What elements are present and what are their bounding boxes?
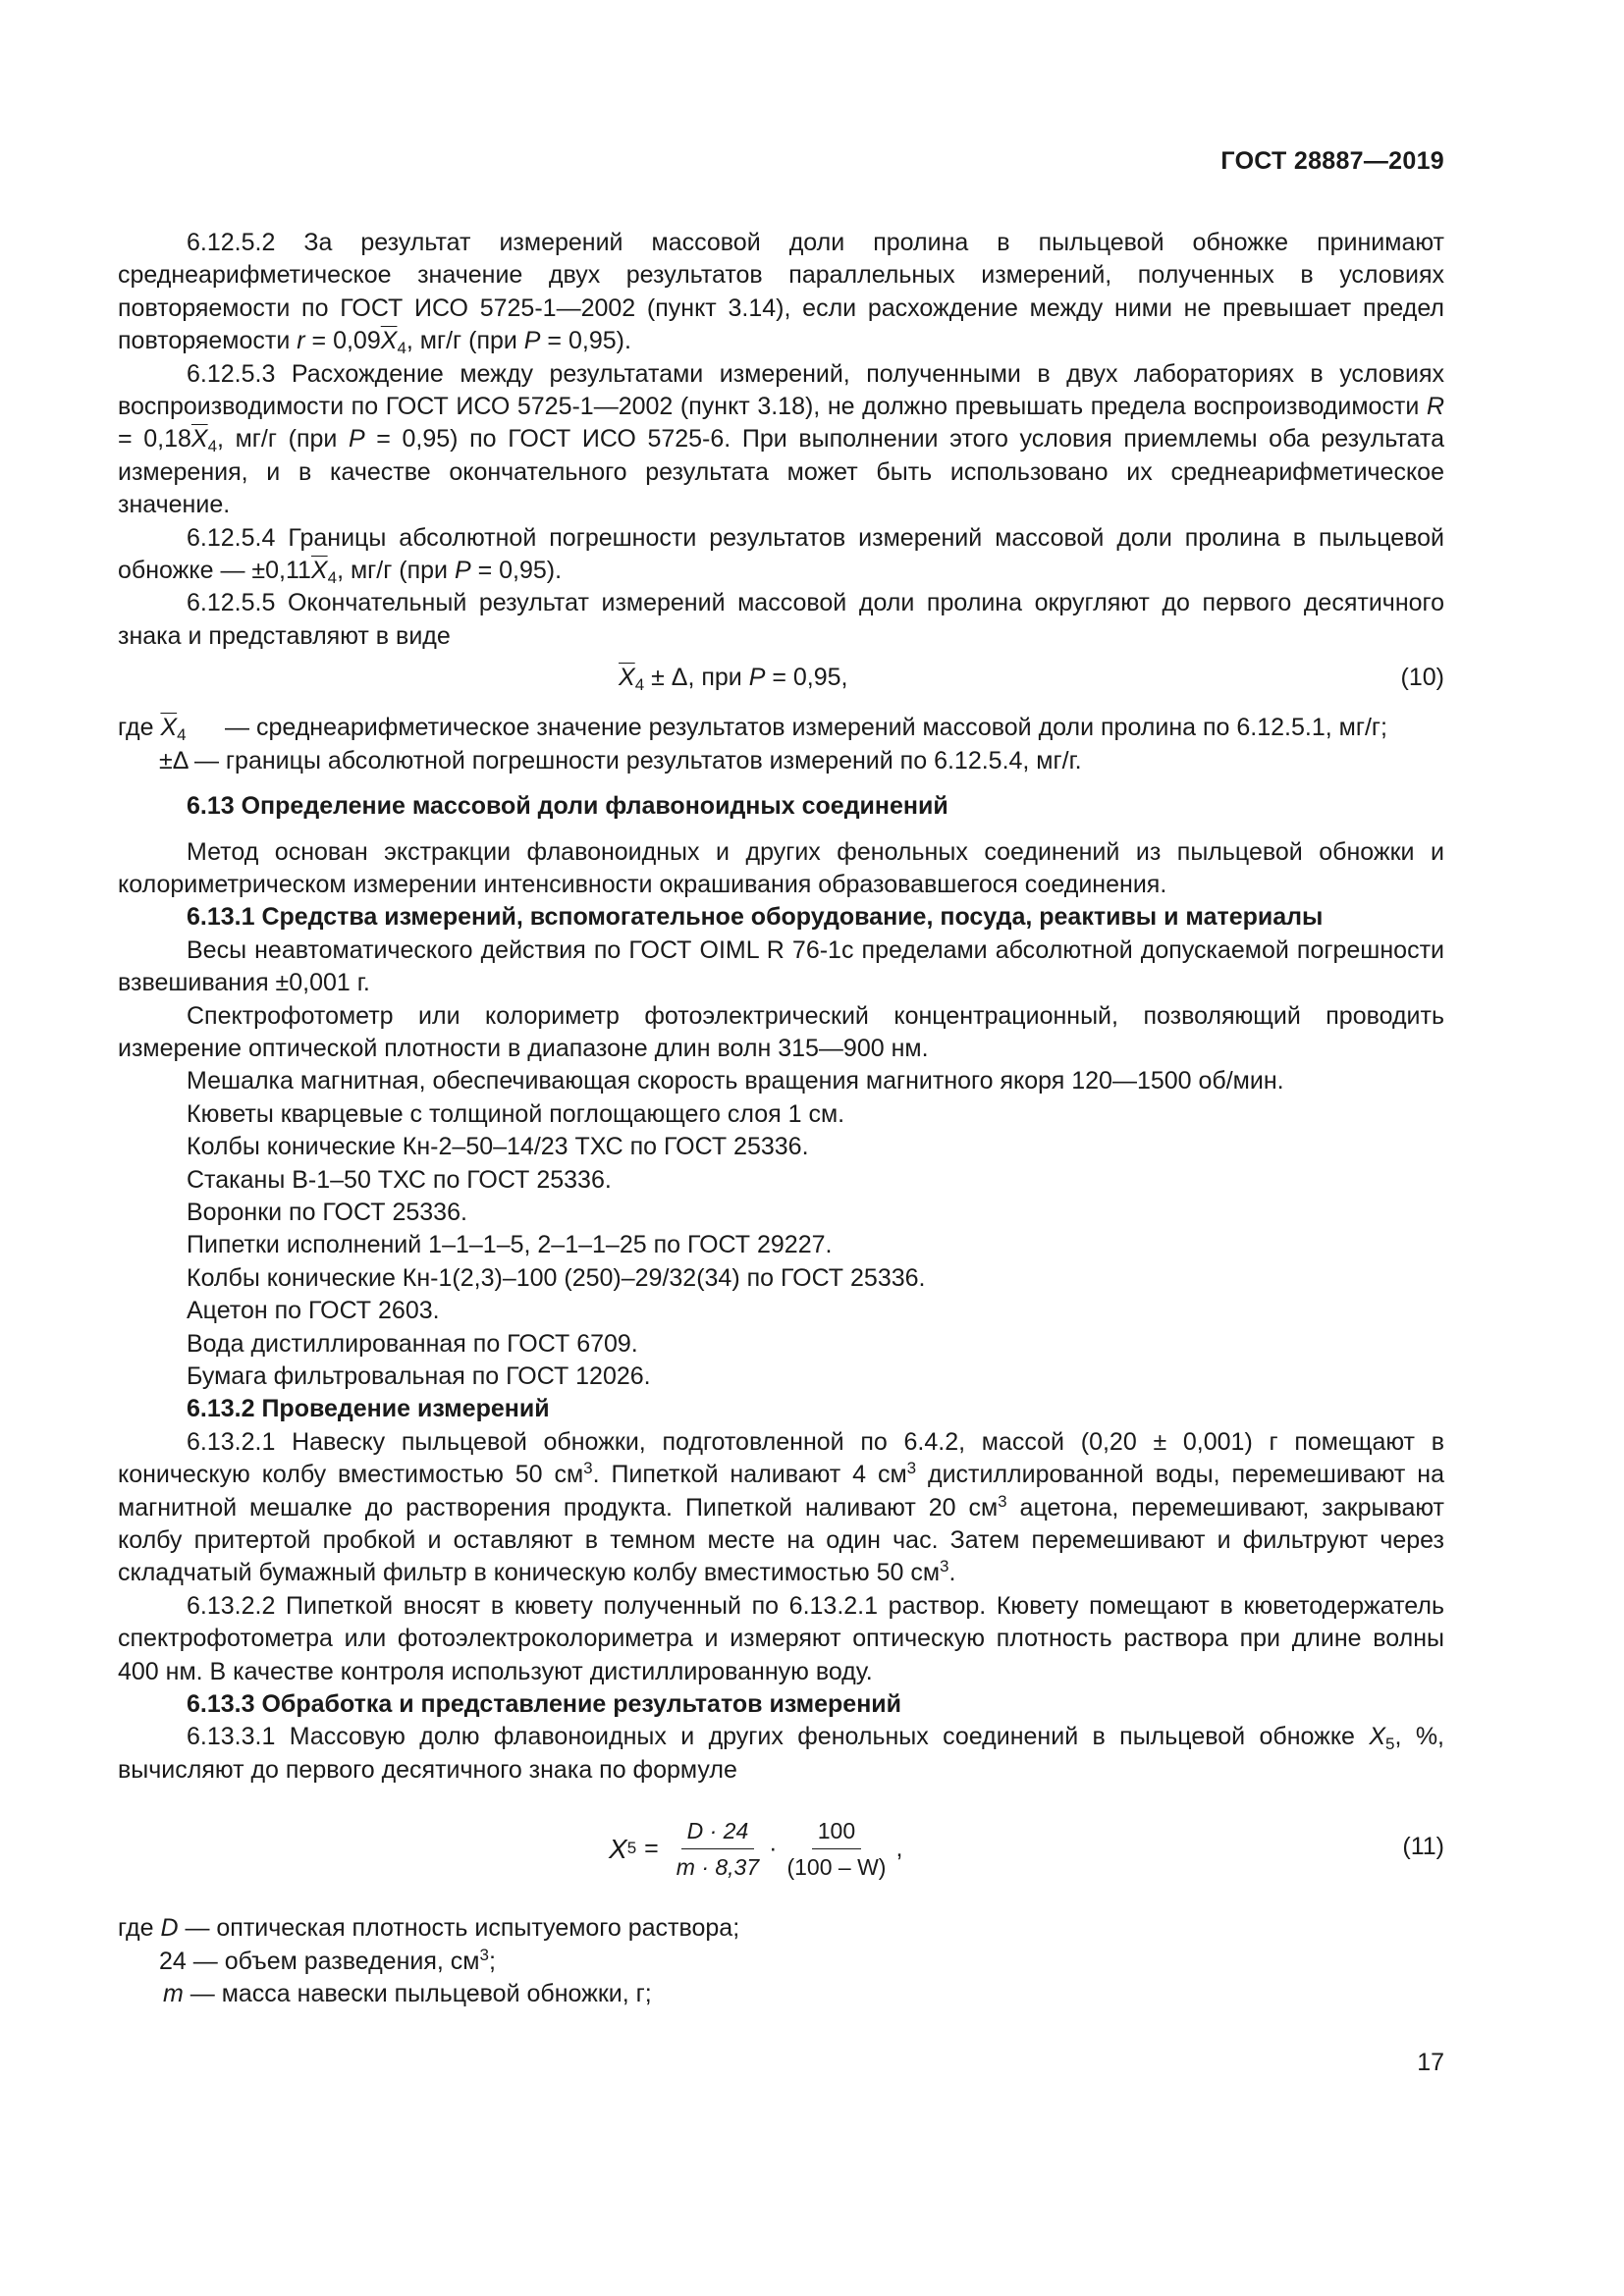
section-heading-6-13-1: 6.13.1 Средства измерений, вспомогательное оборудование, посуда, реактивы и материалы: [187, 903, 1324, 932]
paragraph-6-13-2-2: 6.13.2.2 Пипеткой вносят в кювету полученный по 6.13.2.1 раствор. Кювету помещают в кюветодержатель спектрофотометра или фотоэлектроколориметра и измеряют оптическую плотность раствора при длине волны 400 нм. В качестве контроля используют дистиллированную воду.: [118, 1591, 1444, 1685]
equation-11-body: X 5 = $\frac{D \cdot 24}{m \cdot 8,37}$ · $\frac{100}{(100 - W)}$ ,: [609, 1817, 903, 1880]
paragraph-6-13-2-1: 6.13.2.1 Навеску пыльцевой обножки, подготовленной по 6.4.2, массой (0,20 ± 0,001) г помещают в коническую колбу вместимостью 50 $см^3$. Пипеткой наливают 4 $см^3$ дистиллированной воды, перемешивают на магнитной мешалке до растворения продукта. Пипеткой наливают 20 $см^3$ ацетона, перемешивают, закрывают колбу притертой пробкой и оставляют в темном месте на один час. Затем перемешивают и фильтруют через складчатый бумажный фильтр в коническую колбу вместимостью 50 $см^3$.: [118, 1427, 1445, 1587]
page-body: [118, 227, 1444, 2011]
fraction-1: $\frac{D \cdot 24}{m \cdot 8,37}$: [676, 1817, 760, 1880]
page-number: 17: [1417, 2049, 1444, 2076]
equipment-item: Ацетон по ГОСТ 2603.: [187, 1297, 440, 1325]
paragraph-6-12-5-2: 6.12.5.2 За результат измерений массовой доли пролина в пыльцевой обножке принимают среднеарифметическое значение двух результатов параллельных измерений, полученных в условиях повторяемости по ГОСТ ИСО 5725-1—2002 (пункт 3.14), если расхождение между ними не превышает предел повторяемости $r = 0,09\overline{X}_4$, мг/г (при P = 0,95).: [118, 229, 1444, 358]
equipment-item: Пипетки исполнений 1–1–1–5, 2–1–1–25 по ГОСТ 29227.: [187, 1231, 833, 1259]
equipment-item: Кюветы кварцевые с толщиной поглощающего слоя 1 см.: [187, 1099, 845, 1128]
x-bar-symbol: $\overline{X}$: [380, 327, 398, 355]
paragraph-6-12-5-5: 6.12.5.5 Окончательный результат измерений массовой доли пролина округляют до первого десятичного знака и представляют в виде: [118, 589, 1444, 650]
x-bar-symbol: $\overline{X}$: [190, 425, 208, 454]
equipment-item: Колбы конические Кн-2–50–14/23 ТХС по ГОСТ 25336.: [187, 1133, 809, 1161]
x-bar-symbol: $\overline{X}$: [310, 557, 328, 585]
equipment-item: Мешалка магнитная, обеспечивающая скорость вращения магнитного якоря 120—1500 об/мин.: [187, 1067, 1284, 1095]
section-heading-6-13-3: 6.13.3 Обработка и представление результатов измерений: [187, 1690, 902, 1719]
equipment-item: Колбы конические Кн-1(2,3)–100 (250)–29/32(34) по ГОСТ 25336.: [187, 1263, 926, 1292]
legend-11-24: 24 — объем разведения, $см^3$;: [159, 1945, 496, 1975]
equipment-item: Спектрофотометр или колориметр фотоэлектрический концентрационный, позволяющий проводить измерение оптической плотности в диапазоне длин волн 315—900 нм.: [118, 1001, 1444, 1062]
equation-10-body: $\overline{X}_4 \pm \Delta$, при P = 0,95,: [619, 664, 848, 695]
paragraph-6-12-5-4: 6.12.5.4 Границы абсолютной погрешности результатов измерений массовой доли пролина в пыльцевой обножке — $\pm 0,11\overline{X}_4$, мг/г (при P = 0,95).: [118, 523, 1444, 588]
paragraph-6-13-intro: Метод основан экстракции флавоноидных и других фенольных соединений из пыльцевой обножки и колориметрическом измерении интенсивности окрашивания образовавшегося соединения.: [118, 837, 1444, 898]
equipment-item: Бумага фильтровальная по ГОСТ 12026.: [187, 1362, 651, 1390]
equation-11: [118, 1808, 1444, 1889]
equipment-item: Стаканы В-1–50 ТХС по ГОСТ 25336.: [187, 1165, 612, 1194]
fraction-2: $\frac{100}{(100 - W)}$: [786, 1817, 887, 1880]
legend-11-m: m — масса навески пыльцевой обножки, г;: [163, 1980, 652, 2008]
legend-10-x4: где $\overline{X}_4$ — среднеарифметическое значение результатов измерений массовой доли пролина по 6.12.5.1, мг/г;: [118, 714, 1387, 745]
equipment-list: [118, 934, 1444, 1394]
equation-11-number: (11): [1402, 1833, 1444, 1861]
equipment-item: Весы неавтоматического действия по ГОСТ OIML R 76-1с пределами абсолютной допускаемой погрешности взвешивания ±0,001 г.: [118, 935, 1444, 997]
paragraph-6-12-5-3: 6.12.5.3 Расхождение между результатами измерений, полученными в двух лабораториях в условиях воспроизводимости по ГОСТ ИСО 5725-1—2002 (пункт 3.18), не должно превышать предела воспроизводимости $R = 0,18\overline{X}_4$, мг/г (при P = 0,95) по ГОСТ ИСО 5725-6. При выполнении этого условия приемлемы оба результата измерения, и в качестве окончательного результата может быть использовано их среднеарифметическое значение.: [118, 359, 1445, 519]
legend-10-delta: ±Δ — границы абсолютной погрешности результатов измерений по 6.12.5.4, мг/г.: [159, 746, 1082, 774]
section-heading-6-13-2: 6.13.2 Проведение измерений: [187, 1395, 550, 1423]
equation-10-number: (10): [1400, 664, 1444, 692]
equipment-item: Воронки по ГОСТ 25336.: [187, 1198, 467, 1226]
document-header-standard-id: ГОСТ 28887—2019: [1220, 147, 1444, 175]
paragraph-6-13-3-1: 6.13.3.1 Массовую долю флавоноидных и других фенольных соединений в пыльцевой обножке $X_5$, %, вычисляют до первого десятичного знака по формуле: [118, 1723, 1444, 1784]
equation-10: [118, 661, 1444, 706]
section-heading-6-13: 6.13 Определение массовой доли флавоноидных соединений: [187, 792, 948, 821]
equipment-item: Вода дистиллированная по ГОСТ 6709.: [187, 1329, 638, 1358]
legend-11-d: где D — оптическая плотность испытуемого раствора;: [118, 1914, 740, 1943]
